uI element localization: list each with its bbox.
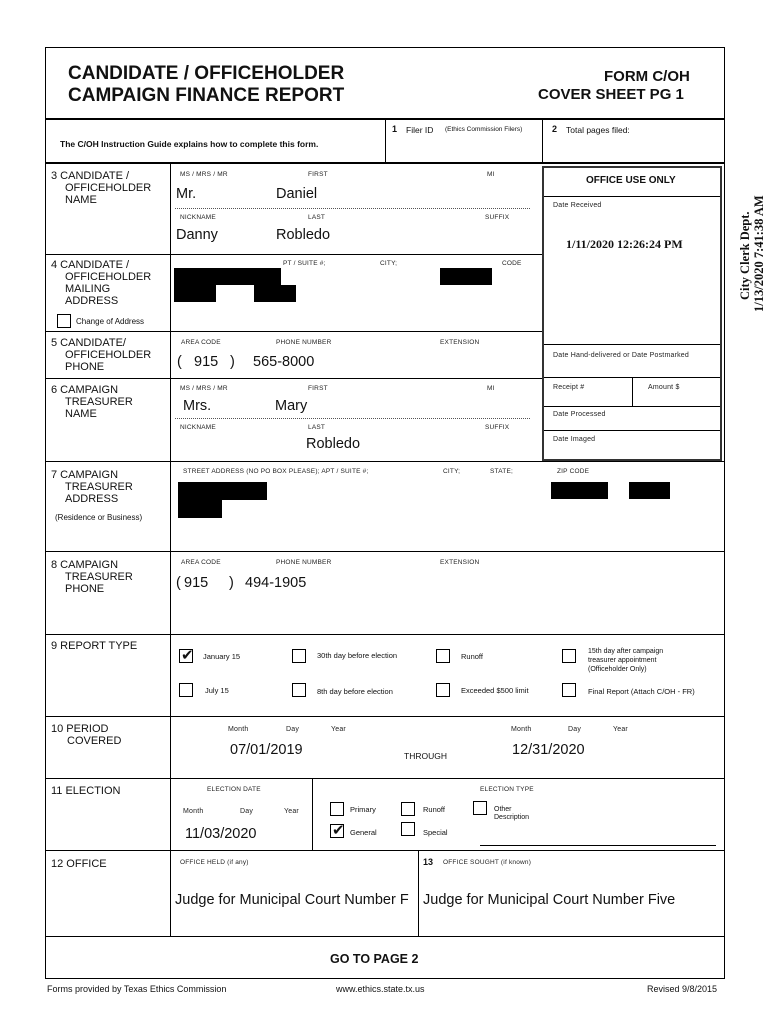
treasurer-first-name: Mary (275, 398, 308, 414)
divider (385, 118, 386, 163)
form-number: FORM C/OH (604, 68, 690, 85)
other-label-line2: Description (494, 814, 530, 821)
sub-first: FIRST (308, 385, 328, 392)
cover-sheet-page: COVER SHEET PG 1 (538, 86, 684, 103)
section5-label-1: 5 CANDIDATE/ (51, 337, 126, 349)
final-report-label: Final Report (Attach C/OH - FR) (588, 687, 695, 696)
runoff-report-checkbox[interactable] (436, 649, 450, 663)
filer-id-label: Filer ID (406, 125, 434, 135)
sub-last: LAST (308, 424, 326, 431)
redaction-box (178, 500, 222, 518)
sub-last: LAST (308, 214, 326, 221)
sub-suffix: SUFFIX (485, 424, 510, 431)
section4-label-2: OFFICEHOLDER (65, 271, 152, 283)
sub-extension: EXTENSION (440, 339, 480, 346)
divider (45, 936, 725, 937)
sub-first: FIRST (308, 171, 328, 178)
section7-label-1: 7 CAMPAIGN (51, 469, 119, 481)
section12-label: 12 OFFICE (51, 858, 107, 870)
instructions-text: The C/OH Instruction Guide explains how to complete this form. (60, 139, 319, 149)
candidate-phone: 565-8000 (253, 354, 315, 370)
election-date: 11/03/2020 (185, 826, 257, 842)
redaction-box (551, 482, 608, 499)
sub-zip: ZIP CODE (557, 468, 590, 475)
section13-number: 13 (423, 857, 434, 867)
section10-label-2: COVERED (67, 735, 122, 747)
office-held: Judge for Municipal Court Number F (175, 892, 409, 908)
redaction-box (174, 285, 216, 302)
office-use-title: OFFICE USE ONLY (586, 175, 676, 186)
footer-website: www.ethics.state.tx.us (336, 984, 425, 994)
footer-revised: Revised 9/8/2015 (647, 984, 718, 994)
date-imaged-label: Date Imaged (553, 436, 596, 443)
dotted-separator (175, 418, 530, 419)
sub-year: Year (613, 726, 628, 733)
divider (45, 778, 725, 779)
january-15-label: January 15 (203, 652, 241, 661)
divider (45, 162, 725, 164)
30th-day-before-election-checkbox[interactable] (292, 649, 306, 663)
15th-day-label-line2: treasurer appointment (588, 657, 657, 664)
redaction-box (174, 268, 281, 285)
july-15-checkbox[interactable] (179, 683, 193, 697)
january-15-checkbox[interactable] (179, 649, 193, 663)
runoff-label: Runoff (461, 652, 483, 661)
section10-label-1: 10 PERIOD (51, 723, 109, 735)
sub-mi: MI (487, 385, 495, 392)
divider (544, 406, 720, 407)
section8-label-2: TREASURER (65, 571, 133, 583)
go-to-page-2: GO TO PAGE 2 (330, 952, 419, 966)
sub-city: CITY; (380, 260, 398, 267)
sub-apt: PT / SUITE #; (283, 260, 326, 267)
special-checkbox[interactable] (401, 822, 415, 836)
section8-label-3: PHONE (65, 583, 105, 595)
section3-label-2: OFFICEHOLDER (65, 182, 152, 194)
section7-note: (Residence or Business) (55, 513, 143, 522)
sub-street: STREET ADDRESS (NO PO BOX PLEASE); APT / SUITE #; (183, 468, 369, 475)
redaction-box (629, 482, 670, 499)
candidate-nickname: Danny (176, 227, 218, 243)
runoff-election-label: Runoff (423, 805, 445, 814)
amount-label: Amount $ (648, 384, 680, 391)
general-label: General (350, 828, 377, 837)
sub-state: STATE; (490, 468, 513, 475)
exceeded-500-limit-checkbox[interactable] (436, 683, 450, 697)
city-clerk-stamp-line2: 1/13/2020 7:41:38 AM (752, 195, 766, 312)
sub-code: CODE (502, 260, 522, 267)
period-to: 12/31/2020 (512, 742, 585, 758)
divider (45, 634, 725, 635)
section6-label-3: NAME (65, 408, 97, 420)
30th-day-label: 30th day before election (317, 651, 398, 660)
special-label: Special (423, 828, 448, 837)
15th-day-label-line3: (Officeholder Only) (588, 666, 647, 673)
footer-provider: Forms provided by Texas Ethics Commission (47, 984, 227, 994)
8th-day-before-election-checkbox[interactable] (292, 683, 306, 697)
divider (45, 850, 725, 851)
sub-phone-number: PHONE NUMBER (276, 559, 332, 566)
divider (45, 716, 725, 717)
divider (45, 551, 725, 552)
divider (312, 778, 313, 850)
sub-day: Day (286, 726, 300, 733)
other-checkbox[interactable] (473, 801, 487, 815)
change-of-address-checkbox[interactable] (57, 314, 71, 328)
15th-day-after-checkbox[interactable] (562, 649, 576, 663)
section3-label-1: 3 CANDIDATE / (51, 170, 130, 182)
sub-day: Day (568, 726, 582, 733)
redaction-box (254, 285, 296, 302)
divider (45, 331, 542, 332)
section8-label-1: 8 CAMPAIGN (51, 559, 119, 571)
section6-label-2: TREASURER (65, 396, 133, 408)
divider (544, 344, 720, 345)
sub-day: Day (240, 808, 254, 815)
candidate-area-close: ) (230, 354, 235, 370)
sub-area-code: AREA CODE (181, 559, 221, 566)
total-pages-number: 2 (552, 124, 558, 134)
divider (544, 196, 720, 197)
divider (542, 118, 543, 163)
section3-label-3: NAME (65, 194, 97, 206)
divider (632, 377, 633, 407)
total-pages-label: Total pages filed: (566, 125, 630, 135)
redaction-box (440, 268, 492, 285)
divider (45, 378, 542, 379)
candidate-first-name: Daniel (276, 186, 318, 202)
filer-id-number: 1 (392, 124, 398, 134)
sub-prefix: MS / MRS / MR (180, 171, 228, 178)
through-label: THROUGH (404, 751, 447, 761)
sub-year: Year (284, 808, 299, 815)
section4-label-3: MAILING (65, 283, 111, 295)
section9-label: 9 REPORT TYPE (51, 640, 138, 652)
redaction-box (178, 482, 267, 500)
sub-suffix: SUFFIX (485, 214, 510, 221)
sub-election-type: ELECTION TYPE (480, 786, 534, 793)
sub-office-held: OFFICE HELD (if any) (180, 859, 249, 866)
candidate-prefix: Mr. (176, 186, 197, 202)
divider (544, 430, 720, 431)
sub-month: Month (511, 726, 532, 733)
sub-month: Month (228, 726, 249, 733)
section7-label-2: TREASURER (65, 481, 133, 493)
candidate-area-open: ( (177, 354, 182, 370)
runoff-election-checkbox[interactable] (401, 802, 415, 816)
section4-label-4: ADDRESS (65, 295, 119, 307)
sub-city: CITY; (443, 468, 461, 475)
final-report-checkbox[interactable] (562, 683, 576, 697)
section11-label: 11 ELECTION (51, 785, 121, 797)
general-checkbox[interactable] (330, 824, 344, 838)
treasurer-phone: 494-1905 (245, 575, 307, 591)
8th-day-label: 8th day before election (317, 687, 393, 696)
sub-nickname: NICKNAME (180, 424, 216, 431)
section4-label-1: 4 CANDIDATE / (51, 259, 130, 271)
treasurer-area-close: ) (229, 575, 234, 591)
sub-office-sought: OFFICE SOUGHT (if known) (443, 859, 532, 866)
sub-area-code: AREA CODE (181, 339, 221, 346)
section7-label-3: ADDRESS (65, 493, 119, 505)
sub-mi: MI (487, 171, 495, 178)
candidate-area-code: 915 (194, 354, 219, 370)
treasurer-prefix: Mrs. (183, 398, 212, 414)
15th-day-label-line1: 15th day after campaign (588, 648, 664, 655)
sub-extension: EXTENSION (440, 559, 480, 566)
filer-id-note: (Ethics Commission Filers) (445, 126, 523, 133)
section5-label-2: OFFICEHOLDER (65, 349, 152, 361)
section6-label-1: 6 CAMPAIGN (51, 384, 119, 396)
receipt-label: Receipt # (553, 384, 585, 391)
treasurer-area-code: 915 (184, 575, 209, 591)
city-clerk-stamp-line1: City Clerk Dept. (738, 211, 752, 300)
exceeded-label: Exceeded $500 limit (461, 686, 529, 695)
period-from: 07/01/2019 (230, 742, 303, 758)
other-label-line1: Other (494, 806, 512, 813)
primary-checkbox[interactable] (330, 802, 344, 816)
july-15-label: July 15 (205, 686, 229, 695)
primary-label: Primary (350, 805, 376, 814)
sub-year: Year (331, 726, 346, 733)
form-title-line1: CANDIDATE / OFFICEHOLDER (68, 63, 345, 84)
office-sought: Judge for Municipal Court Number Five (423, 892, 676, 908)
change-of-address-label: Change of Address (76, 317, 145, 326)
sub-nickname: NICKNAME (180, 214, 216, 221)
hand-delivered-label: Date Hand-delivered or Date Postmarked (553, 352, 689, 359)
section5-label-3: PHONE (65, 361, 105, 373)
divider (170, 162, 171, 937)
other-description-line (480, 845, 716, 846)
sub-month: Month (183, 808, 204, 815)
divider (45, 254, 542, 255)
sub-prefix: MS / MRS / MR (180, 385, 228, 392)
date-processed-label: Date Processed (553, 411, 606, 418)
date-received-value: 1/11/2020 12:26:24 PM (566, 237, 683, 251)
divider (45, 461, 725, 462)
sub-election-date: ELECTION DATE (207, 786, 261, 793)
form-title-line2: CAMPAIGN FINANCE REPORT (68, 85, 345, 106)
candidate-last-name: Robledo (276, 227, 331, 243)
divider (418, 850, 419, 936)
treasurer-area-open: ( (176, 575, 181, 591)
dotted-separator (175, 208, 530, 209)
treasurer-last-name: Robledo (306, 436, 361, 452)
sub-phone-number: PHONE NUMBER (276, 339, 332, 346)
date-received-label: Date Received (553, 202, 602, 209)
